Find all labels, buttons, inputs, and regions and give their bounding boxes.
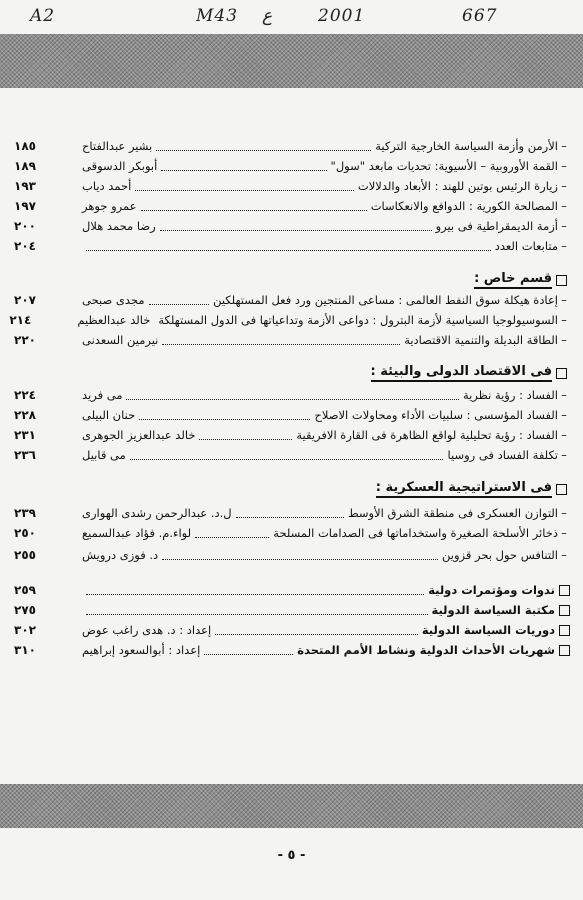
dot-leader xyxy=(139,419,310,420)
toc-entry[interactable] xyxy=(14,580,570,600)
section-heading: فى الاستراتيجية العسكرية : xyxy=(376,478,567,500)
entry-page: ٢٥٥ xyxy=(14,548,36,562)
dot-leader xyxy=(86,250,491,251)
entry-page: ٢٢٨ xyxy=(14,408,36,422)
entry-page: ٢٣٩ xyxy=(14,506,36,520)
toc-entry[interactable]: – ذخائر الأسلحة الصغيرة واستخداماتها فى الصدامات المسلحة لواء.م. فؤاد عبدالسميع ٢٥٠ xyxy=(14,523,570,543)
entry-author: أحمد دياب xyxy=(82,179,132,193)
entry-page: ٢٧٥ xyxy=(14,603,36,617)
dot-leader xyxy=(86,594,424,595)
section-heading: قسم خاص : xyxy=(474,269,567,291)
entry-author: بشير عبدالفتاح xyxy=(82,139,153,153)
entry-page: ١٩٧ xyxy=(14,199,36,213)
entry-author: مجدى صبحى xyxy=(82,293,145,307)
entry-title: زيارة الرئيس بوتين للهند : الأبعاد والدلالات xyxy=(357,179,558,193)
dot-leader xyxy=(215,634,418,635)
entry-title: المصالحة الكورية : الدوافع والانعكاسات xyxy=(370,199,558,213)
dot-leader xyxy=(156,150,371,151)
entry-page: ٢٣٦ xyxy=(14,448,36,462)
checkbox-square-icon xyxy=(559,585,570,596)
checkbox-square-icon xyxy=(559,605,570,616)
toc-entry[interactable]: – الفساد : رؤية نظرية مى فريد ٢٢٤ xyxy=(14,385,570,405)
page-number: - ٥ - xyxy=(277,848,306,863)
dot-leader xyxy=(162,344,400,345)
entry-author: رضا محمد هلال xyxy=(82,219,156,233)
entry-page: ١٩٣ xyxy=(14,179,36,193)
toc-entry[interactable]: – الأرمن وأزمة السياسة الخارجية التركية بشير عبدالفتاح ١٨٥ xyxy=(14,136,570,156)
entry-author: نيرمين السعدنى xyxy=(82,333,159,347)
toc-entry[interactable]: – المصالحة الكورية : الدوافع والانعكاسات عمرو جوهر ١٩٧ xyxy=(14,196,570,216)
entry-page: ٢٠٧ xyxy=(14,293,36,307)
dot-leader xyxy=(149,304,210,305)
checkbox-square-icon xyxy=(556,275,567,286)
toc-entry[interactable]: – إعادة هيكلة سوق النفط العالمى : مساعى المنتجين ورد فعل المستهلكين مجدى صبحى ٢٠٧ xyxy=(14,290,570,310)
entry-author: خالد عبدالعظيم xyxy=(77,313,151,327)
dot-leader xyxy=(126,399,458,400)
checkbox-square-icon xyxy=(556,484,567,495)
footer-band xyxy=(0,784,583,828)
handwritten-mark: A2 xyxy=(30,6,56,26)
toc-entry[interactable]: – السوسيولوجيا السياسية لأزمة البترول : دواعى الأزمة وتداعياتها فى الدول المستهلكة خالد عبدالعظيم ٢١٤ xyxy=(14,310,570,330)
entry-title: شهريات الأحداث الدولية ونشاط الأمم المتحدة xyxy=(297,643,555,657)
entry-page: ٢١٤ xyxy=(9,313,32,327)
handwritten-mark: 667 xyxy=(462,6,498,26)
entry-page: ٢٥٠ xyxy=(14,526,36,540)
entry-page: ٢٢٤ xyxy=(14,388,36,402)
entry-title: السوسيولوجيا السياسية لأزمة البترول : دواعى الأزمة وتداعياتها فى الدول المستهلكة xyxy=(158,313,558,327)
header-band xyxy=(0,34,583,88)
entry-page: ١٨٩ xyxy=(14,159,36,173)
entry-page: ٢٣١ xyxy=(14,428,36,442)
toc-entry[interactable]: – الطاقة البديلة والتنمية الاقتصادية نيرمين السعدنى ٢٢٠ xyxy=(14,330,570,350)
entry-author: ل.د. عبدالرحمن رشدى الهوارى xyxy=(82,506,232,520)
toc-entry[interactable] xyxy=(14,620,570,640)
handwritten-mark: M43 xyxy=(196,6,239,26)
entry-page: ٣١٠ xyxy=(14,643,36,657)
entry-page: ٢٠٤ xyxy=(14,239,36,253)
entry-title: إعادة هيكلة سوق النفط العالمى : مساعى المنتجين ورد فعل المستهلكين xyxy=(213,293,558,307)
entry-author: مى قابيل xyxy=(82,448,126,462)
toc-entry[interactable]: – التنافس حول بحر قزوين د. فوزى درويش ٢٥٥ xyxy=(14,545,570,565)
checkbox-square-icon xyxy=(559,625,570,636)
dot-leader xyxy=(204,654,293,655)
toc-entry[interactable]: – الفساد : رؤية تحليلية لواقع الظاهرة فى القارة الافريقية خالد عبدالعزيز الجوهرى ٢٣١ xyxy=(14,425,570,445)
dot-leader xyxy=(199,439,292,440)
entry-title: متابعات العدد xyxy=(494,239,558,253)
entry-title: القمة الأوروبية – الأسيوية: تحديات مابعد "سول" xyxy=(330,159,558,173)
entry-page: ٢٢٠ xyxy=(14,333,36,347)
dot-leader xyxy=(195,537,269,538)
entry-title: الطاقة البديلة والتنمية الاقتصادية xyxy=(404,333,558,347)
checkbox-square-icon xyxy=(556,368,567,379)
entry-author: د. فوزى درويش xyxy=(82,548,159,562)
toc-entry[interactable] xyxy=(14,640,570,660)
section-heading: فى الاقتصاد الدولى والبيئة : xyxy=(371,362,567,384)
toc-entry[interactable]: – تكلفة الفساد فى روسيا مى قابيل ٢٣٦ xyxy=(14,445,570,465)
toc-entry[interactable]: – الفساد المؤسسى : سلبيات الأداء ومحاولات الاصلاح حنان البيلى ٢٢٨ xyxy=(14,405,570,425)
entry-page: ١٨٥ xyxy=(14,139,36,153)
entry-title: مكتبة السياسة الدولية xyxy=(431,603,555,617)
entry-title: دوريات السياسة الدولية xyxy=(421,623,555,637)
toc-entry[interactable]: – أزمة الديمقراطية فى بيرو رضا محمد هلال ٢٠٠ xyxy=(14,216,570,236)
entry-author: إعداد : د. هدى راغب عوض xyxy=(82,623,212,637)
dot-leader xyxy=(141,210,367,211)
dot-leader xyxy=(236,517,344,518)
dot-leader xyxy=(161,170,326,171)
entry-author: أبوبكر الدسوقى xyxy=(82,159,158,173)
toc-entry[interactable]: – زيارة الرئيس بوتين للهند : الأبعاد والدلالات أحمد دياب ١٩٣ xyxy=(14,176,570,196)
toc-entry[interactable]: – القمة الأوروبية – الأسيوية: تحديات مابعد "سول" أبوبكر الدسوقى ١٨٩ xyxy=(14,156,570,176)
entry-title: تكلفة الفساد فى روسيا xyxy=(447,448,558,462)
entry-author: عمرو جوهر xyxy=(82,199,137,213)
entry-title: ذخائر الأسلحة الصغيرة واستخداماتها فى الصدامات المسلحة xyxy=(273,526,558,540)
dot-leader xyxy=(130,459,444,460)
dot-leader xyxy=(162,559,438,560)
entry-author: حنان البيلى xyxy=(82,408,136,422)
entry-author: خالد عبدالعزيز الجوهرى xyxy=(82,428,196,442)
entry-author: مى فريد xyxy=(82,388,123,402)
entry-page: ٢٠٠ xyxy=(14,219,36,233)
entry-author: إعداد : أبوالسعود إبراهيم xyxy=(82,643,201,657)
toc-entry[interactable]: – متابعات العدد ٢٠٤ xyxy=(14,236,570,256)
toc-entry[interactable]: – التوازن العسكرى فى منطقة الشرق الأوسط ل.د. عبدالرحمن رشدى الهوارى ٢٣٩ xyxy=(14,503,570,523)
entry-title: الأرمن وأزمة السياسة الخارجية التركية xyxy=(375,139,558,153)
handwritten-mark: ع xyxy=(262,6,273,26)
dot-leader xyxy=(135,190,354,191)
entry-title: الفساد المؤسسى : سلبيات الأداء ومحاولات الاصلاح xyxy=(314,408,558,422)
entry-title: أزمة الديمقراطية فى بيرو xyxy=(435,219,558,233)
entry-page: ٣٠٢ xyxy=(14,623,36,637)
entry-title: الفساد : رؤية نظرية xyxy=(462,388,558,402)
dot-leader xyxy=(86,614,428,615)
handwritten-mark: 2001 xyxy=(318,6,366,26)
entry-title: ندوات ومؤتمرات دولية xyxy=(428,583,555,597)
dot-leader xyxy=(160,230,432,231)
entry-title: الفساد : رؤية تحليلية لواقع الظاهرة فى القارة الافريقية xyxy=(296,428,558,442)
checkbox-square-icon xyxy=(559,645,570,656)
toc-entry[interactable] xyxy=(14,600,570,620)
entry-page: ٢٥٩ xyxy=(14,583,36,597)
entry-title: التوازن العسكرى فى منطقة الشرق الأوسط xyxy=(348,506,558,520)
entry-title: التنافس حول بحر قزوين xyxy=(442,548,558,562)
entry-author: لواء.م. فؤاد عبدالسميع xyxy=(82,526,192,540)
